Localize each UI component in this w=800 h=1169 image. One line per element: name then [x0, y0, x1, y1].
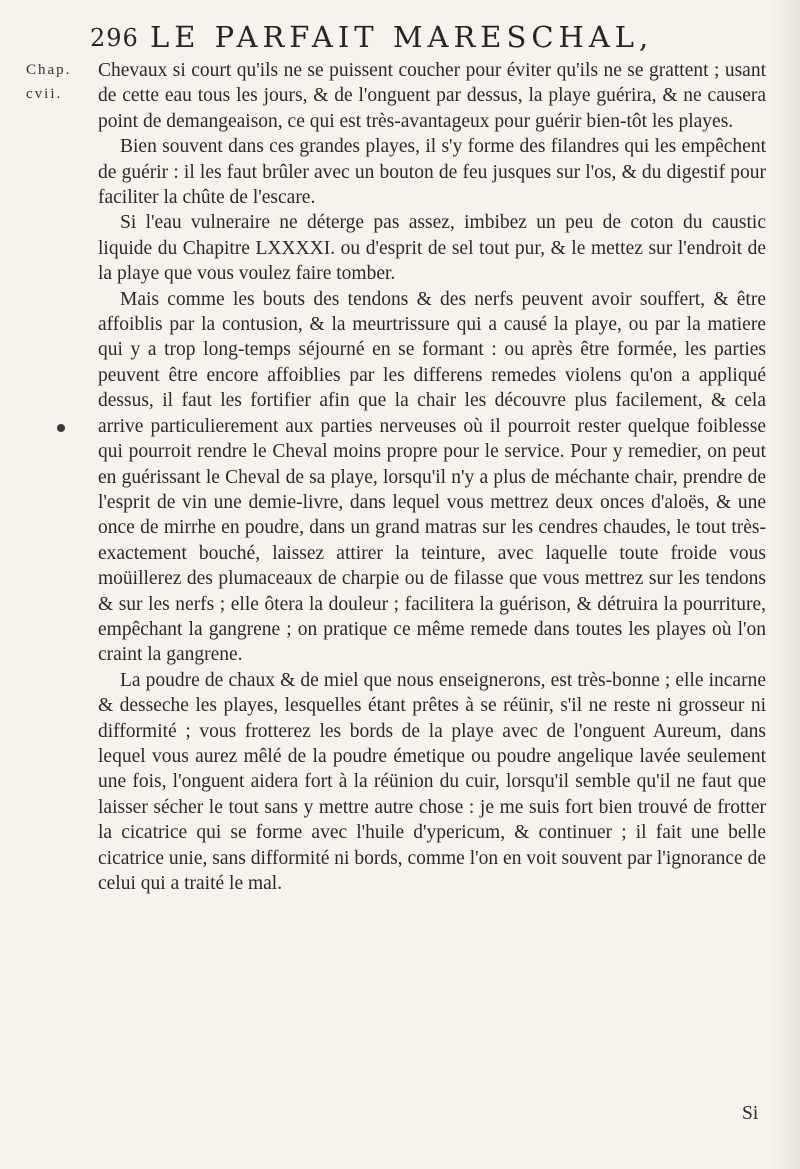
paragraph: Mais comme les bouts des tendons & des nerfs peuvent avoir souffert, & être affoiblis par la contusion, & la meurtrissure qui a causé la playe, ou par la matiere qui y a trop long-temps séjourné en se formant : ou après être formée, les parties peuvent être encore affoiblies par les differens remedes violens qu'on a appliqué dessus, il faut les fortifier afin que la chair les découvre plus facilement, & cela arrive particulierement aux parties nerveuses où il pourroit rester quelque foiblesse qui pourroit rendre le Cheval moins propre pour le service. Pour y remedier, on peut en guérissant le Cheval de sa playe, lorsqu'il n'y a plus de méchante chair, prendre de l'esprit de vin une demie-livre, dans lequel vous mettrez deux onces d'aloës, & une once de mirrhe en poudre, dans un grand matras sur les cendres chaudes, le tout très-exactement bouché, laissez attirer la teinture, avec laquelle toute froide vous moüillerez des plumaceaux de charpie ou de filasse que vous mettrez sur les tendons & sur les nerfs ; elle ôtera la douleur ; facilitera la guérison, & détruira la pourriture, empêchant la gangrene ; on pratique ce même remede dans toutes les playes où l'on craint la gangrene.: [98, 288, 766, 666]
paragraph: Chevaux si court qu'ils ne se puissent coucher pour éviter qu'ils ne se grattent ; usant de cette eau tous les jours, & de l'onguent par dessus, la playe guérira, & ne causera point de demangeaison, ce qui est très-avantageux pour guérir bien-tôt les playes.: [98, 60, 766, 132]
page-number: 296: [90, 24, 139, 52]
paragraph: La poudre de chaux & de miel que nous enseignerons, est très-bonne ; elle incarne & desseche les playes, lesquelles étant prêtes à se réünir, s'il ne reste ni grosseur ni difformité ; vous frotterez les bords de la playe avec de l'onguent Aureum, dans lequel vous aurez mêlé de la poudre émetique ou poudre angelique lavée seulement une fois, l'onguent aidera fort à la réünion du cuir, lorsqu'il semble qu'il ne faut que laisser sécher le tout sans y mettre autre chose : je me suis fort bien trouvé de frotter la cicatrice qui se forme avec l'huile d'ypericum, & continuer ; il fait une belle cicatrice unie, sans difformité ni bords, comme l'on en voit souvent par l'ignorance de celui qui a traité le mal.: [98, 669, 766, 894]
chapter-number: cvii.: [26, 86, 63, 102]
page-header: [0, 14, 800, 60]
margin-bullet-mark: [57, 424, 65, 432]
catchword: Si: [742, 1103, 759, 1124]
paragraph: Si l'eau vulneraire ne déterge pas assez, imbibez un peu de coton du caustic liquide du Chapitre LXXXXI. ou d'esprit de sel tout pur, & le mettez sur l'endroit de la playe que vous voulez faire tomber.: [98, 212, 766, 285]
running-title: LE PARFAIT MARESCHAL,: [150, 20, 654, 54]
page-edge-shadow: [770, 0, 800, 1169]
paragraph: Bien souvent dans ces grandes playes, il s'y forme des filandres qui les empêchent de guérir : il les faut brûler avec un bouton de feu jusques sur l'os, & du digestif pour faciliter la chûte de l'escare.: [98, 136, 766, 209]
chapter-label: Chap.: [26, 62, 72, 78]
chapter-margin-note: [26, 58, 88, 106]
body-text: [98, 58, 766, 896]
